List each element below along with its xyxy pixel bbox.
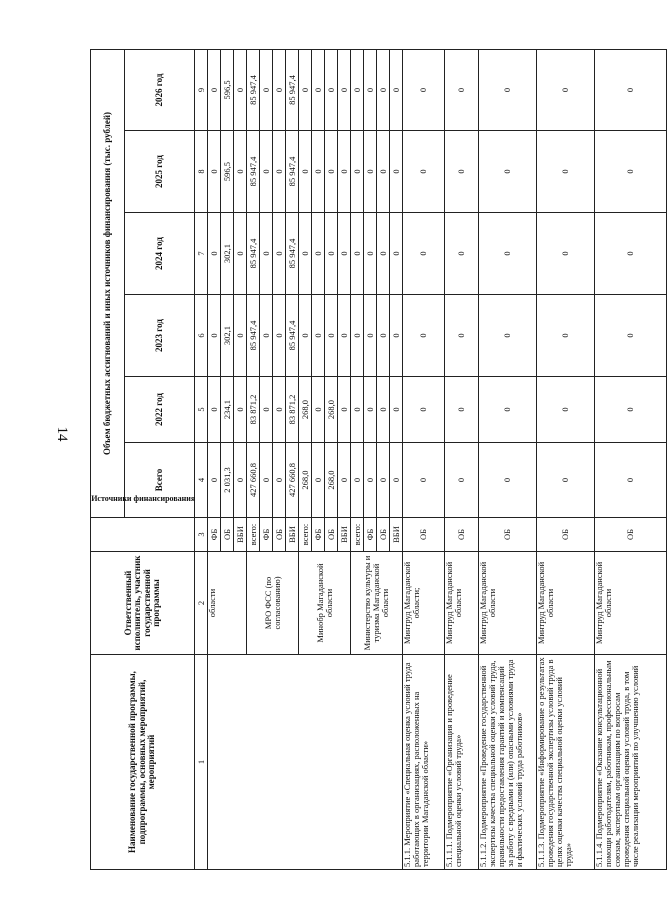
value-cell: 0 bbox=[537, 377, 595, 443]
value-cell: 85 947,4 bbox=[247, 213, 260, 295]
header-year: 2025 год bbox=[125, 131, 195, 213]
value-cell: 0 bbox=[403, 377, 445, 443]
value-cell: 268,0 bbox=[325, 443, 338, 518]
value-cell: 0 bbox=[479, 49, 537, 130]
value-cell: 0 bbox=[312, 295, 325, 377]
value-cell: 427 660,8 bbox=[286, 443, 299, 518]
source-cell: ВБИ bbox=[234, 518, 247, 552]
source-cell: ВБИ bbox=[338, 518, 351, 552]
value-cell: 0 bbox=[338, 295, 351, 377]
header-year: 2026 год bbox=[125, 49, 195, 130]
executor-cell: Минтруд Магаданской области bbox=[445, 552, 479, 655]
value-cell: 0 bbox=[351, 49, 364, 130]
value-cell: 0 bbox=[377, 213, 390, 295]
source-cell: ОБ bbox=[273, 518, 286, 552]
table-row bbox=[479, 49, 537, 869]
value-cell: 0 bbox=[479, 295, 537, 377]
value-cell: 596,5 bbox=[221, 49, 234, 130]
executor-cell: Минтруд Магаданской области bbox=[595, 552, 667, 655]
executor-cell: Минобр Магаданской области bbox=[299, 552, 351, 655]
budget-table bbox=[90, 49, 667, 870]
value-cell: 0 bbox=[445, 443, 479, 518]
value-cell: 0 bbox=[338, 443, 351, 518]
value-cell: 0 bbox=[537, 49, 595, 130]
item-name-cell: 5.1.1.2. Подмероприятие «Проведение государственной экспертизы качества специальной оценки условий труда, правильности предоставления гарантий и компенсаций за работу с вредными и (или) опасными условиями труда и фактических условий труда работников» bbox=[479, 655, 537, 870]
item-name-cell: 5.1.1.1. Подмероприятие «Организация и проведение специальной оценки условий труда» bbox=[445, 655, 479, 870]
value-cell: 0 bbox=[595, 295, 667, 377]
value-cell: 0 bbox=[208, 295, 221, 377]
value-cell: 596,5 bbox=[221, 131, 234, 213]
value-cell: 0 bbox=[445, 131, 479, 213]
value-cell: 0 bbox=[260, 49, 273, 130]
value-cell: 0 bbox=[351, 443, 364, 518]
value-cell: 0 bbox=[234, 49, 247, 130]
value-cell: 0 bbox=[260, 213, 273, 295]
column-number: 9 bbox=[195, 49, 208, 130]
executor-cell: Минтруд Магаданской области; bbox=[403, 552, 445, 655]
value-cell: 0 bbox=[390, 443, 403, 518]
value-cell: 268,0 bbox=[325, 377, 338, 443]
value-cell: 0 bbox=[312, 49, 325, 130]
header-budget-group: Объем бюджетных ассигнований и иных источников финансирования (тыс. рублей) bbox=[91, 49, 125, 517]
value-cell: 85 947,4 bbox=[247, 49, 260, 130]
table-row bbox=[595, 49, 667, 869]
executor-cell: области bbox=[208, 552, 247, 655]
value-cell: 0 bbox=[537, 443, 595, 518]
column-number: 2 bbox=[195, 552, 208, 655]
column-number: 4 bbox=[195, 443, 208, 518]
value-cell: 0 bbox=[403, 131, 445, 213]
table-row bbox=[537, 49, 595, 869]
value-cell: 268,0 bbox=[299, 377, 312, 443]
value-cell: 83 871,2 bbox=[247, 377, 260, 443]
value-cell: 0 bbox=[595, 443, 667, 518]
executor-cell: МРО ФСС (по согласованию) bbox=[247, 552, 299, 655]
source-cell: ФБ bbox=[260, 518, 273, 552]
value-cell: 0 bbox=[445, 213, 479, 295]
value-cell: 0 bbox=[537, 131, 595, 213]
value-cell: 0 bbox=[364, 377, 377, 443]
value-cell: 0 bbox=[273, 213, 286, 295]
column-number: 3 bbox=[195, 518, 208, 552]
value-cell: 0 bbox=[390, 295, 403, 377]
source-cell: ОБ bbox=[377, 518, 390, 552]
value-cell: 0 bbox=[312, 213, 325, 295]
value-cell: 0 bbox=[377, 295, 390, 377]
value-cell: 0 bbox=[390, 131, 403, 213]
value-cell: 0 bbox=[537, 295, 595, 377]
value-cell: 0 bbox=[208, 377, 221, 443]
source-cell: ВБИ bbox=[390, 518, 403, 552]
value-cell: 0 bbox=[234, 443, 247, 518]
executor-cell: Министерство культуры и туризма Магаданской области bbox=[351, 552, 403, 655]
table-row bbox=[403, 49, 445, 869]
value-cell: 0 bbox=[273, 295, 286, 377]
value-cell: 0 bbox=[325, 131, 338, 213]
table-row bbox=[208, 49, 221, 869]
value-cell: 0 bbox=[260, 377, 273, 443]
value-cell: 0 bbox=[338, 377, 351, 443]
value-cell: 0 bbox=[445, 49, 479, 130]
source-cell: всего: bbox=[247, 518, 260, 552]
header-source bbox=[91, 493, 195, 552]
value-cell: 0 bbox=[299, 131, 312, 213]
value-cell: 0 bbox=[299, 213, 312, 295]
column-number: 1 bbox=[195, 655, 208, 870]
value-cell: 0 bbox=[234, 295, 247, 377]
value-cell: 0 bbox=[403, 49, 445, 130]
value-cell: 0 bbox=[479, 443, 537, 518]
source-cell: ОБ bbox=[325, 518, 338, 552]
value-cell: 302,1 bbox=[221, 213, 234, 295]
value-cell: 0 bbox=[403, 213, 445, 295]
executor-cell: Минтруд Магаданской области bbox=[537, 552, 595, 655]
item-name-cell: 5.1.1. Мероприятие «Специальная оценка условий труда работающих в организациях, расположенных на территории Магаданской области» bbox=[403, 655, 445, 870]
value-cell: 0 bbox=[312, 377, 325, 443]
rotated-table-wrapper bbox=[90, 50, 640, 870]
value-cell: 0 bbox=[312, 131, 325, 213]
value-cell: 302,1 bbox=[221, 295, 234, 377]
source-cell: ОБ bbox=[445, 518, 479, 552]
value-cell: 0 bbox=[479, 213, 537, 295]
source-cell: ОБ bbox=[221, 518, 234, 552]
source-cell: ФБ bbox=[364, 518, 377, 552]
value-cell: 0 bbox=[208, 443, 221, 518]
column-number: 8 bbox=[195, 131, 208, 213]
column-number: 6 bbox=[195, 295, 208, 377]
value-cell: 0 bbox=[390, 213, 403, 295]
header-year: 2024 год bbox=[125, 213, 195, 295]
value-cell: 0 bbox=[260, 131, 273, 213]
column-number: 7 bbox=[195, 213, 208, 295]
value-cell: 268,0 bbox=[299, 443, 312, 518]
value-cell: 85 947,4 bbox=[286, 295, 299, 377]
value-cell: 0 bbox=[234, 377, 247, 443]
page-number: 14 bbox=[54, 426, 70, 442]
value-cell: 0 bbox=[403, 443, 445, 518]
value-cell: 0 bbox=[403, 295, 445, 377]
value-cell: 0 bbox=[364, 295, 377, 377]
value-cell: 0 bbox=[595, 377, 667, 443]
value-cell: 0 bbox=[260, 295, 273, 377]
source-cell: ВБИ bbox=[286, 518, 299, 552]
value-cell: 0 bbox=[377, 49, 390, 130]
value-cell: 0 bbox=[325, 213, 338, 295]
source-cell: ОБ bbox=[403, 518, 445, 552]
value-cell: 0 bbox=[364, 213, 377, 295]
source-cell: ФБ bbox=[312, 518, 325, 552]
value-cell: 0 bbox=[377, 377, 390, 443]
column-number: 5 bbox=[195, 377, 208, 443]
value-cell: 0 bbox=[234, 213, 247, 295]
value-cell: 0 bbox=[595, 49, 667, 130]
value-cell: 427 660,8 bbox=[247, 443, 260, 518]
value-cell: 0 bbox=[364, 131, 377, 213]
value-cell: 85 947,4 bbox=[247, 295, 260, 377]
value-cell: 0 bbox=[479, 131, 537, 213]
source-cell: ОБ bbox=[537, 518, 595, 552]
value-cell: 0 bbox=[338, 49, 351, 130]
value-cell: 0 bbox=[208, 131, 221, 213]
program-name-continued bbox=[208, 655, 403, 870]
value-cell: 0 bbox=[377, 131, 390, 213]
value-cell: 0 bbox=[445, 377, 479, 443]
value-cell: 0 bbox=[351, 213, 364, 295]
value-cell: 0 bbox=[479, 377, 537, 443]
value-cell: 0 bbox=[273, 377, 286, 443]
item-name-cell: 5.1.1.3. Подмероприятие «Информирование о результатах проведения государственной экспертизы условий труда в целях оценки качества специальной оценки условий труда» bbox=[537, 655, 595, 870]
source-cell: всего: bbox=[351, 518, 364, 552]
value-cell: 0 bbox=[595, 131, 667, 213]
value-cell: 0 bbox=[208, 213, 221, 295]
value-cell: 0 bbox=[390, 49, 403, 130]
value-cell: 0 bbox=[537, 213, 595, 295]
header-year: 2022 год bbox=[125, 377, 195, 443]
value-cell: 83 871,2 bbox=[286, 377, 299, 443]
value-cell: 0 bbox=[234, 131, 247, 213]
value-cell: 85 947,4 bbox=[247, 131, 260, 213]
value-cell: 85 947,4 bbox=[286, 49, 299, 130]
source-cell: ФБ bbox=[208, 518, 221, 552]
value-cell: 0 bbox=[299, 49, 312, 130]
value-cell: 0 bbox=[325, 49, 338, 130]
value-cell: 0 bbox=[260, 443, 273, 518]
table-row bbox=[445, 49, 479, 869]
header-name: Наименование государственной программы, подпрограммы, основных мероприятий, мероприятий bbox=[91, 655, 195, 870]
value-cell: 0 bbox=[299, 295, 312, 377]
value-cell: 0 bbox=[273, 131, 286, 213]
value-cell: 85 947,4 bbox=[286, 213, 299, 295]
executor-cell: Минтруд Магаданской области bbox=[479, 552, 537, 655]
value-cell: 0 bbox=[445, 295, 479, 377]
value-cell: 85 947,4 bbox=[286, 131, 299, 213]
value-cell: 2 031,3 bbox=[221, 443, 234, 518]
value-cell: 0 bbox=[338, 213, 351, 295]
value-cell: 234,1 bbox=[221, 377, 234, 443]
item-name-cell: 5.1.1.4. Подмероприятие «Оказание консультационной помощи работодателям, работникам, профессиональным союзам, экспертным организациям по вопросам проведения специальной оценки условий труда, в том числе реализации мероприятий по улучшению условий bbox=[595, 655, 667, 870]
value-cell: 0 bbox=[351, 131, 364, 213]
value-cell: 0 bbox=[312, 443, 325, 518]
value-cell: 0 bbox=[364, 49, 377, 130]
value-cell: 0 bbox=[351, 295, 364, 377]
value-cell: 0 bbox=[208, 49, 221, 130]
source-cell: ОБ bbox=[479, 518, 537, 552]
source-cell: ОБ bbox=[595, 518, 667, 552]
value-cell: 0 bbox=[338, 131, 351, 213]
value-cell: 0 bbox=[273, 443, 286, 518]
value-cell: 0 bbox=[325, 295, 338, 377]
header-year: 2023 год bbox=[125, 295, 195, 377]
header-executor: Ответственный исполнитель, участник государственной программы bbox=[91, 552, 195, 655]
header-source-text: Источники финансирования bbox=[91, 493, 195, 503]
value-cell: 0 bbox=[595, 213, 667, 295]
value-cell: 0 bbox=[390, 377, 403, 443]
source-cell: всего: bbox=[299, 518, 312, 552]
value-cell: 0 bbox=[377, 443, 390, 518]
value-cell: 0 bbox=[273, 49, 286, 130]
value-cell: 0 bbox=[351, 377, 364, 443]
header-year: Всего bbox=[125, 443, 195, 518]
value-cell: 0 bbox=[364, 443, 377, 518]
